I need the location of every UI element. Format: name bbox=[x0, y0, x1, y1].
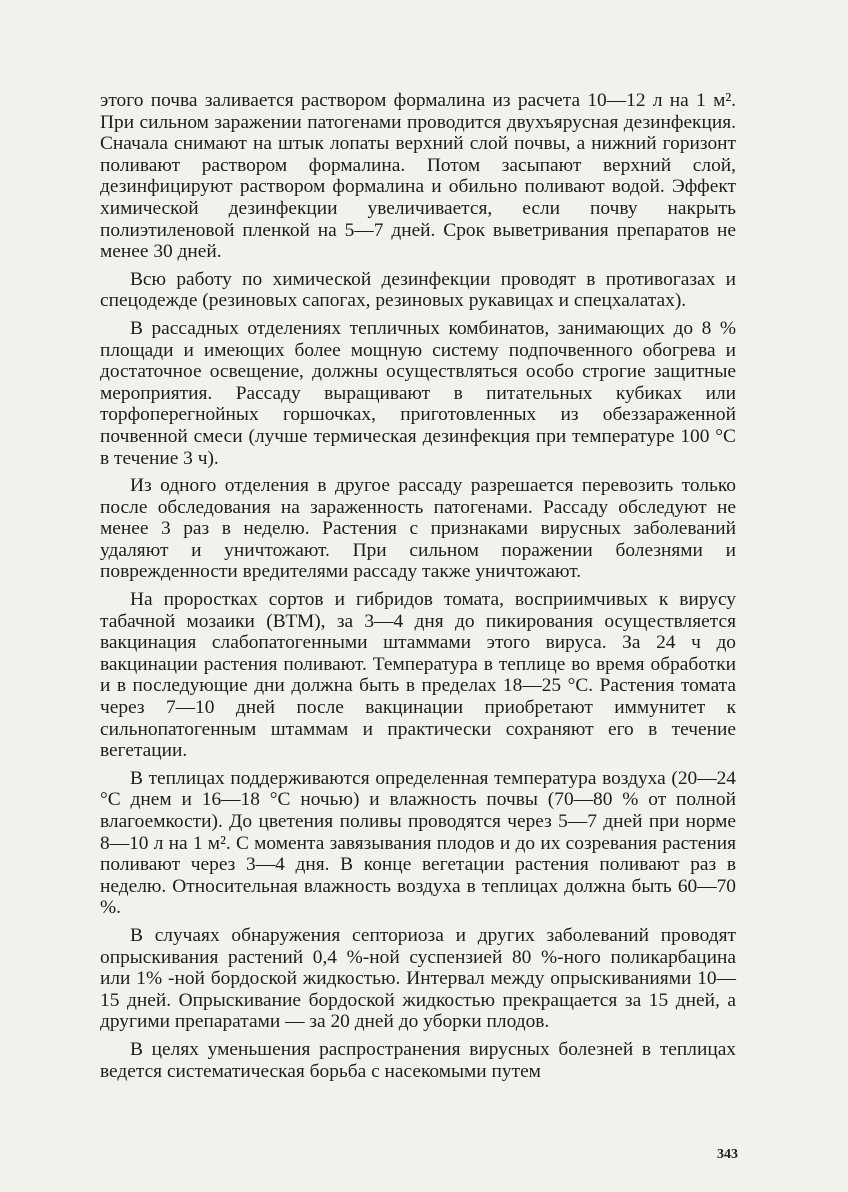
paragraph-2: Всю работу по химической дезинфекции проводят в противогазах и спецодежде (резиновых сапогах, резиновых рукавицах и спецхалатах). bbox=[100, 268, 736, 312]
paragraph-7: В случаях обнаружения септориоза и других заболеваний проводят опрыскивания растений 0,4 %-ной суспензией 80 %-ного поликарбацина или 1% -ной бордоской жидкостью. Интервал между опрыскиваниями 10—15 дней. Опрыскивание бордоской жидкостью прекращается за 15 дней, а другими препаратами — за 20 дней до уборки плодов. bbox=[100, 924, 736, 1033]
paragraph-6: В теплицах поддерживаются определенная температура воздуха (20—24 °С днем и 16—18 °С ночью) и влажность почвы (70—80 % от полной влагоемкости). До цветения поливы проводятся через 5—7 дней при норме 8—10 л на 1 м². С момента завязывания плодов и до их созревания растения поливают через 3—4 дня. В конце вегетации растения поливают раз в неделю. Относительная влажность воздуха в теплицах должна быть 60—70 %. bbox=[100, 767, 736, 919]
paragraph-5: На проростках сортов и гибридов томата, восприимчивых к вирусу табачной мозаики (ВТМ), за 3—4 дня до пикирования осуществляется вакцинация слабопатогенными штаммами этого вируса. За 24 ч до вакцинации растения поливают. Температура в теплице во время обработки и в последующие дни должна быть в пределах 18—25 °С. Растения томата через 7—10 дней после вакцинации приобретают иммунитет к сильнопатогенным штаммам и практически сохраняют его в течение вегетации. bbox=[100, 589, 736, 762]
body-text bbox=[100, 90, 736, 1088]
page-number: 343 bbox=[717, 1147, 738, 1162]
paragraph-3: В рассадных отделениях тепличных комбинатов, занимающих до 8 % площади и имеющих более мощную систему подпочвенного обогрева и достаточное освещение, должны осуществляться особо строгие защитные мероприятия. Рассаду выращивают в питательных кубиках или торфоперегнойных горшочках, приготовленных из обеззараженной почвенной смеси (лучше термическая дезинфекция при температуре 100 °С в течение 3 ч). bbox=[100, 317, 736, 469]
paragraph-4: Из одного отделения в другое рассаду разрешается перевозить только после обследования на зараженность патогенами. Рассаду обследуют не менее 3 раз в неделю. Растения с признаками вирусных заболеваний удаляют и уничтожают. При сильном поражении болезнями и поврежденности вредителями рассаду также уничтожают. bbox=[100, 475, 736, 583]
paragraph-1: этого почва заливается раствором формалина из расчета 10—12 л на 1 м². При сильном заражении патогенами проводится двухъярусная дезинфекция. Сначала снимают на штык лопаты верхний слой почвы, а нижний горизонт поливают раствором формалина. Потом засыпают верхний слой, дезинфицируют раствором формалина и обильно поливают водой. Эффект химической дезинфекции увеличивается, если почву накрыть полиэтиленовой пленкой на 5—7 дней. Срок выветривания препаратов не менее 30 дней. bbox=[100, 90, 736, 263]
paragraph-8: В целях уменьшения распространения вирусных болезней в теплицах ведется систематическая борьба с насекомыми путем bbox=[100, 1038, 736, 1082]
